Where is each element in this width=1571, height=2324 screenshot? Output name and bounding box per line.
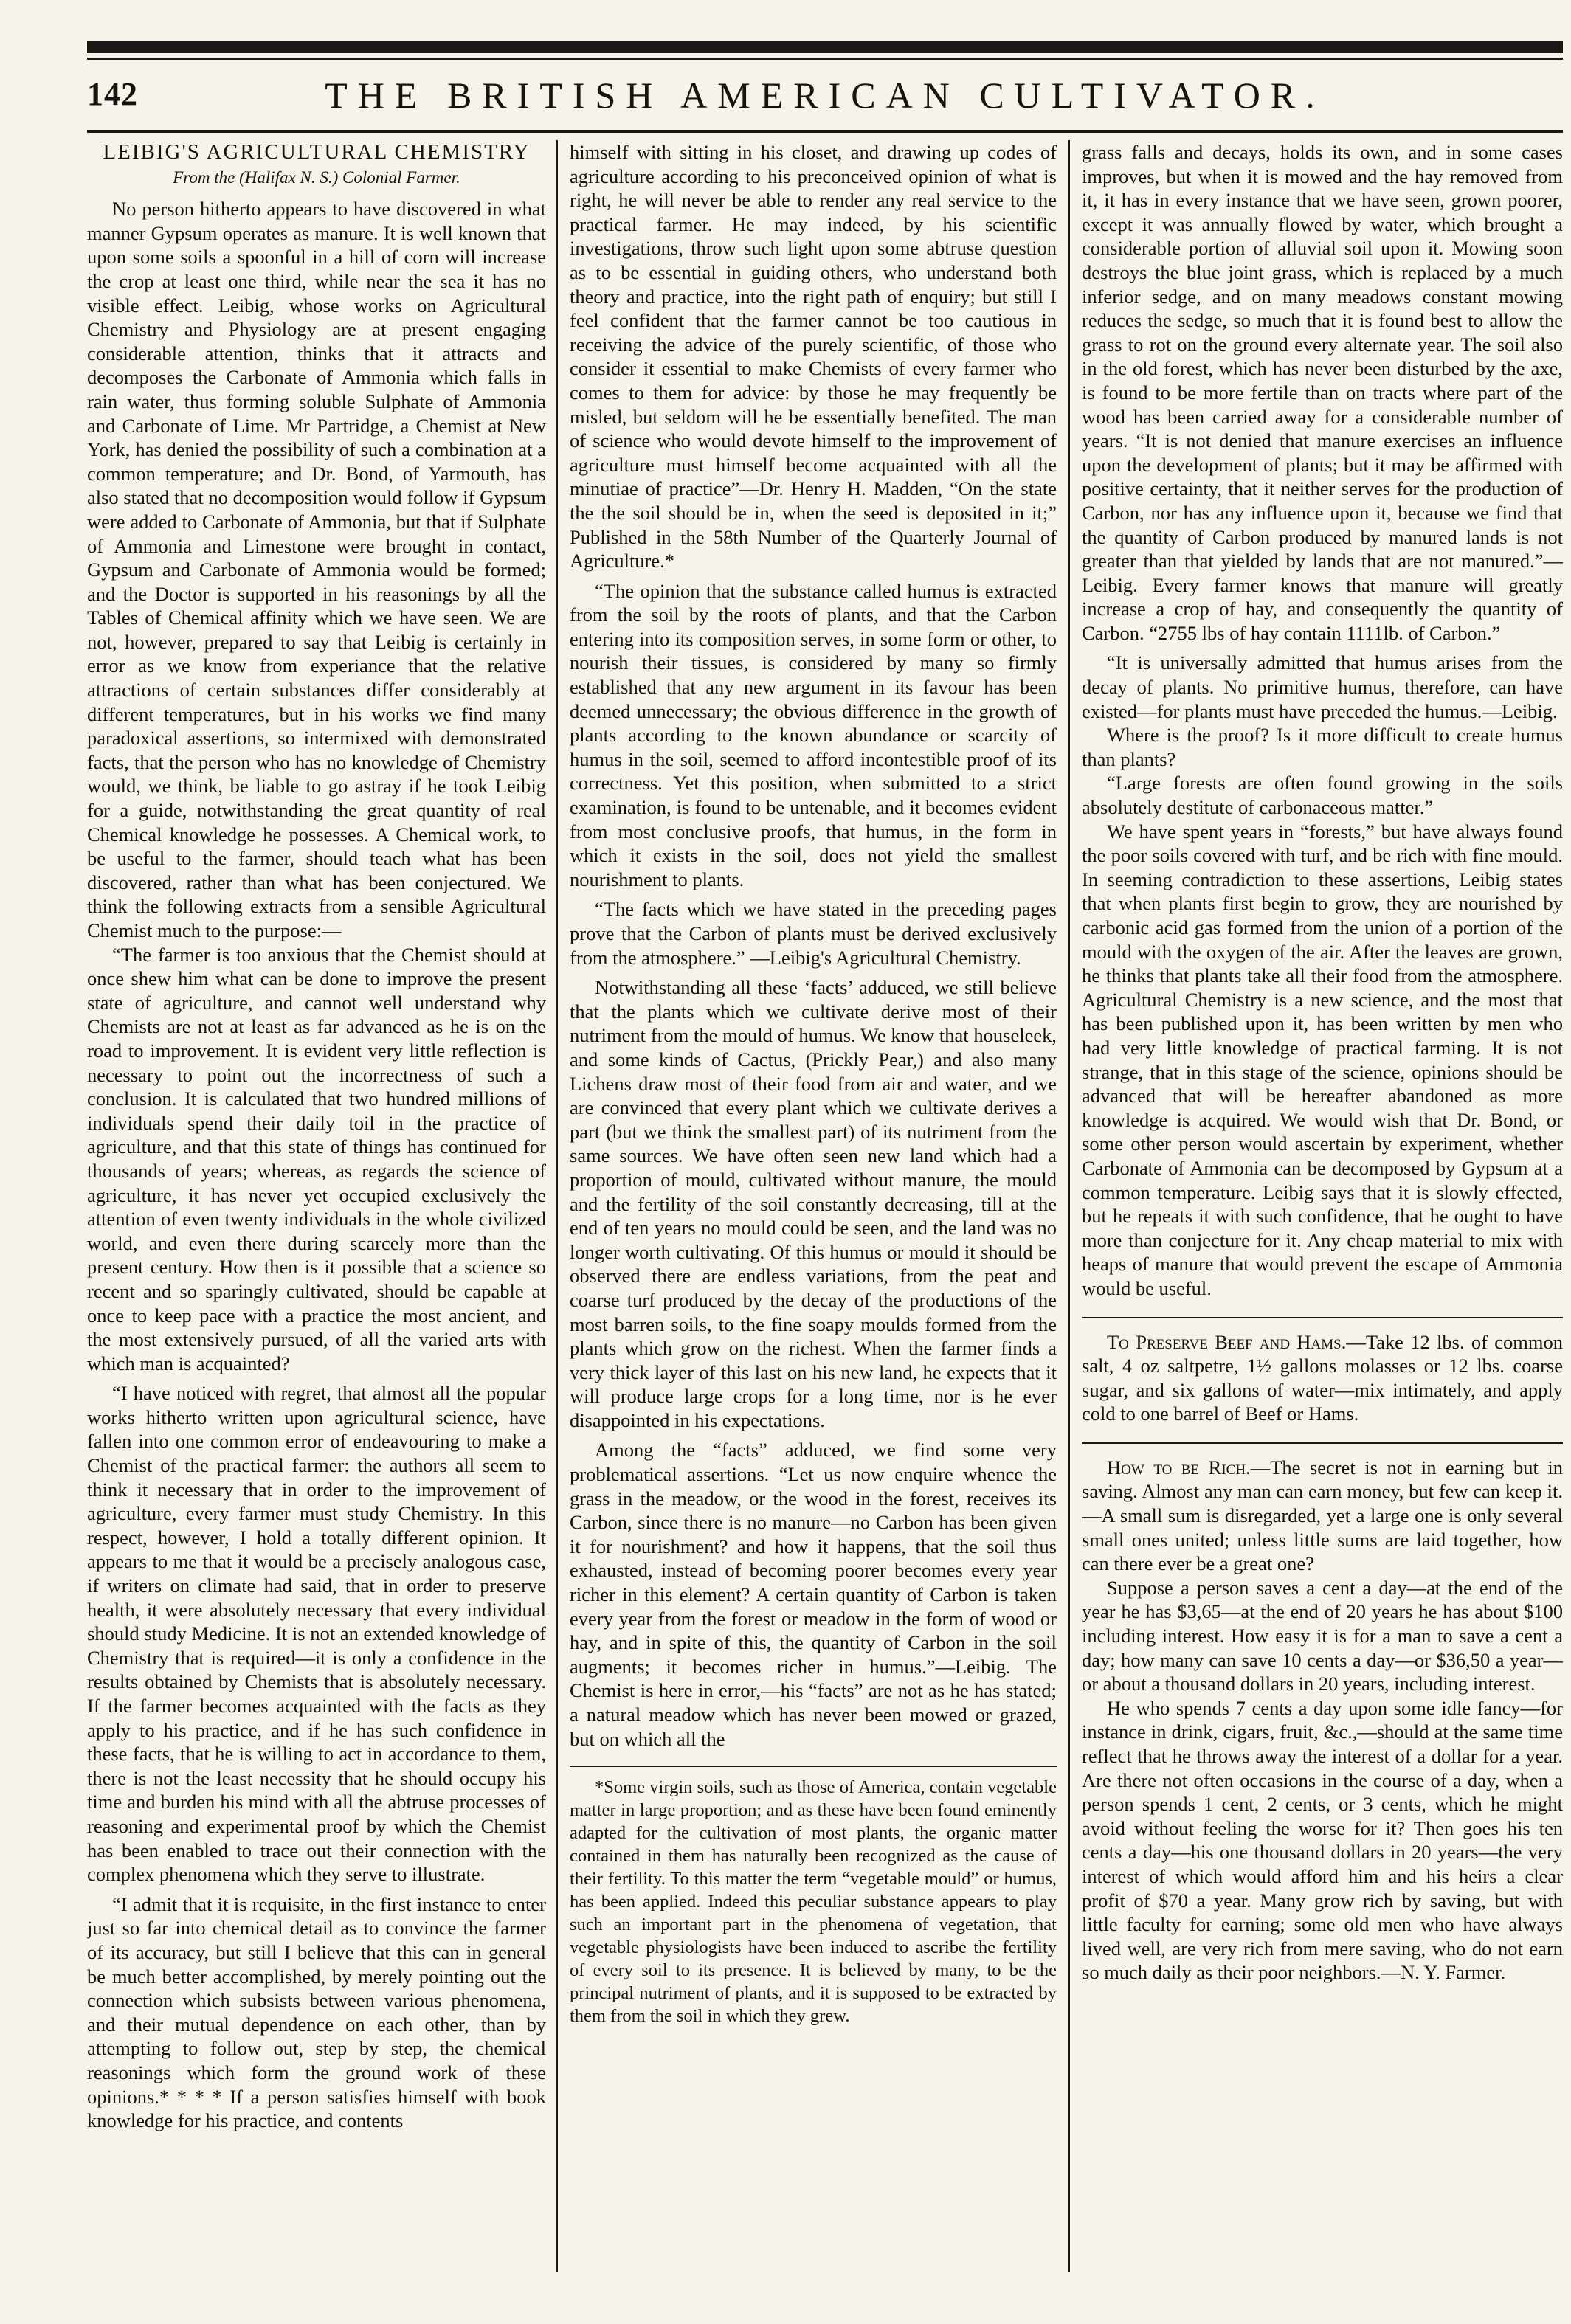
column-3 (1082, 140, 1563, 2280)
paragraph: Notwithstanding all these ‘facts’ adduced, we still believe that the plants which we cultivate derive most of their nutriment from the mould of humus. We know that houseleek, and some kinds of Cactus, (Prickly Pear,) and also many Lichens draw most of their food from air and water, and we are convinced that every plant which we cultivate derives a part (but we think the smallest part) of its nutriment from the same sources. We have often seen new land which had a proportion of mould, cultivated without manure, the mould and the fertility of the soil constantly decreasing, till at the end of ten years no mould could be seen, and the land was no longer worth cultivating. Of this humus or mould it should be observed there are endless variations, from the peat and coarse turf produced by the decay of the productions of the most barren soils, to the fine soapy moulds formed from the plants which grow on the richest. When the farmer finds a very thick layer of this last on his new land, he expects that it will produce large crops for a long time, nor is he ever disappointed in his expectations. (570, 976, 1057, 1431)
paragraph: “The farmer is too anxious that the Chemist should at once shew him what can be done to improve the present state of agriculture, and cannot well understand why Chemists are not at least as far advanced as he is on the road to improvement. It is evident very little reflection is necessary to point out the incorrectness of such a conclusion. It is calculated that two hundred millions of individuals spend their daily toil in the practice of agriculture, and that this state of things has continued for thousands of years; whereas, as regards the science of agriculture, it has never yet occupied exclusively the attention of even twenty individuals in the whole civilized world, and even there during scarcely more than the present century. How then is it possible that a science so recent and so sparingly cultivated, should be capable at once to keep pace with a practice the most ancient, and the most extensively pursued, of all the varied arts with which man is acquainted? (87, 943, 546, 1374)
beef-recipe (1082, 1330, 1563, 1426)
column-divider-2 (1068, 140, 1070, 2272)
paragraph: We have spent years in “forests,” but have always found the poor soils covered with turf, and be rich with fine mould. In seeming contradiction to these assertions, Leibig states that when plants first begin to grow, they are nourished by carbonic acid gas formed from the union of a portion of the mould with the oxygen of the air. After the leaves are grown, he thinks that plants take all their food from the atmosphere. Agricultural Chemistry is a new science, and the most that has been published upon it, has been written by men who had very little knowledge of practical farming. It is not strange, that in this stage of the science, opinions should be advanced that will be hereafter abandoned as more knowledge is acquired. We would wish that Dr. Bond, or some other person would ascertain by experiment, whether Carbonate of Ammonia can be decomposed by Gypsum at a common temperature. Leibig says that it is slowly effected, but he repeats it with such confidence, that he ought to have more than conjecture for it. Any cheap material to mix with heaps of manure that would prevent the escape of Ammonia would be useful. (1082, 820, 1563, 1299)
paragraph: No person hitherto appears to have discovered in what manner Gypsum operates as manure. It is well known that upon some soils a spoonful in a hill of corn will increase the crop at least one third, while near the sea it has no visible effect. Leibig, whose works on Agricultural Chemistry and Physiology are at present engaging considerable attention, thinks that it attracts and decomposes the Carbonate of Ammonia which falls in rain water, thus forming soluble Sulphate of Ammonia and Carbonate of Lime. Mr Partridge, a Chemist at New York, has denied the possibility of such a combination at a common temperature; and Dr. Bond, of Yarmouth, has also stated that no decomposition would follow if Gypsum were added to Carbonate of Ammonia, but that if Sulphate of Ammonia and Limestone were brought in contact, Gypsum and Carbonate of Ammonia would be formed; and the Doctor is supported in his reasonings by all the Tables of Chemical affinity which we have seen. We are not, however, prepared to say that Leibig is certainly in error as we know from experiance that the relative attractions of certain substances differ considerably at different temperatures, but in his works we find many paradoxical assertions, so intermixed with demonstrated facts, that the person who has no knowledge of Chemistry would, we think, be liable to go astray if he took Leibig for a guide, notwithstanding the great quantity of real Chemical knowledge he possesses. A Chemical work, to be useful to the farmer, should teach what has been discovered, rather than what has been conjectured. We think the following extracts from a sensible Agricultural Chemist much to the purpose:— (87, 198, 546, 941)
column-divider-1 (556, 140, 558, 2272)
footnote (570, 1766, 1057, 2027)
column-1 (87, 140, 546, 2280)
paragraph: “The opinion that the substance called humus is extracted from the soil by the roots of plants, and that the Carbon entering into its composition serves, in some form or other, to nourish their tissues, is considered by many so firmly established that any new argument in its favour has been deemed unnecessary; the obvious difference in the growth of plants according to the known abundance or scarcity of humus in the soil, seemed to afford incontestible proof of its correctness. Yet this position, when submitted to a strict examination, is found to be untenable, and it becomes evident from most conclusive proofs, that humus, in the form in which it exists in the soil, does not yield the smallest nourishment to plants. (570, 579, 1057, 890)
article-title: LEIBIG'S AGRICULTURAL CHEMISTRY (103, 140, 531, 164)
section-separator (1082, 1317, 1563, 1318)
paragraph: He who spends 7 cents a day upon some idle fancy—for instance in drink, cigars, fruit, &c.,—should at the same time reflect that he throws away the interest of a dollar for a year. Are there not often occasions in the course of a day, when a person spends 1 cent, 2 cents, or 3 cents, which he might avoid without feeling the worse for it? Then goes his ten cents a day—his one thousand dollars in 20 years—the very interest of which would afford him and his heirs a clear profit of $70 a year. Many grow rich by saving, but with little faculty for earning; some old men who have always lived well, are very rich from mere saving, who do not earn so much daily as their poor neighbors.—N. Y. Farmer. (1082, 1696, 1563, 1984)
paragraph: Among the “facts” adduced, we find some very problematical assertions. “Let us now enquire whence the grass in the meadow, or the wood in the forest, receives its Carbon, since there is no manure—no Carbon has been given it for nourishment? and how it happens, that the soil thus exhausted, instead of becoming poorer becomes every year richer in this element? A certain quantity of Carbon is taken every year from the forest or meadow in the form of wood or hay, and in spite of this, the quantity of Carbon in the soil augments; it becomes richer in humus.”—Leibig. The Chemist is here in error,—his “facts” are not as he has stated; a natural meadow which has never been mowed or grazed, but on which all the (570, 1439, 1057, 1750)
rich-paragraph (1082, 1456, 1563, 1576)
header-rule (87, 130, 1563, 133)
section-separator (1082, 1442, 1563, 1444)
running-title: THE BRITISH AMERICAN CULTIVATOR. (325, 75, 1325, 116)
paragraph: “Large forests are often found growing in the soils absolutely destitute of carbonaceous matter.” (1082, 772, 1563, 819)
paragraph: Where is the proof? Is it more difficult to create humus than plants? (1082, 724, 1563, 770)
paragraph: himself with sitting in his closet, and drawing up codes of agriculture according to his preconceived opinion of what is right, he will never be able to render any real service to the practical farmer. He may indeed, by his scientific investigations, throw such light upon some abtruse question as to be essential in guiding others, who understand both theory and practice, into the right path of enquiry; but still I feel confident that the farmer cannot be too cautious in receiving the advice of the purely scientific, of those who consider it essential to make Chemists of every farmer who comes to them for advice: by those he may frequently be misled, but seldom will he be essentially benefited. The man of science who would devote himself to the improvement of agriculture must himself become acquainted with all the minutiae of practice”—Dr. Henry H. Madden, “On the state the the soil should be in, when the seed is deposited in it;” Published in the 58th Number of the Quarterly Journal of Agriculture.* (570, 141, 1057, 573)
article-source: From the (Halifax N. S.) Colonial Farmer. (173, 167, 460, 187)
masthead-thick-rule (87, 41, 1563, 53)
rich-title: How to be Rich. (1107, 1456, 1251, 1479)
column-2 (570, 140, 1057, 2280)
page-header (87, 71, 1563, 127)
paragraph: “It is universally admitted that humus arises from the decay of plants. No primitive humus, therefore, can have existed—for plants must have preceded the humus.—Leibig. (1082, 651, 1563, 722)
paragraph: “The facts which we have stated in the preceding pages prove that the Carbon of plants must be derived exclusively from the atmosphere.” —Leibig's Agricultural Chemistry. (570, 898, 1057, 969)
paragraph: grass falls and decays, holds its own, and in some cases improves, but when it is mowed and the hay removed from it, it has in every instance that we have seen, grown poorer, except it was annually flowed by water, which brought a considerable portion of alluvial soil upon it. Mowing soon destroys the blue joint grass, which is replaced by a much inferior sedge, and on many meadows constant mowing reduces the sedge, so much that it is found best to allow the grass to rot on the ground every alternate year. The soil also in the old forest, which has never been disturbed by the axe, is found to be more fertile than on tracts where part of the wood has been carried away for a considerable number of years. “It is not denied that manure exercises an influence upon the development of plants; but it may be affirmed with positive certainty, that it neither serves for the production of Carbon, nor has any influence upon it, because we find that the quantity of Carbon produced by manured lands is not greater than that yielded by lands that are not manured.”—Leibig. Every farmer knows that manure will greatly increase a crop of hay, and consequently the quantity of Carbon. “2755 lbs of hay contain 1111lb. of Carbon.” (1082, 141, 1563, 644)
beef-recipe-title: To Preserve Beef and Hams. (1107, 1330, 1347, 1353)
masthead-thin-rule (87, 58, 1563, 60)
footnote-text: *Some virgin soils, such as those of America, contain vegetable matter in large proportion; and as these have been found eminently adapted for the cultivation of most plants, the organic matter contained in them has naturally been recognized as the cause of their fertility. To this matter the term “vegetable mould” or humus, has been applied. Indeed this peculiar substance appears to play such an important part in the phenomena of vegetation, that vegetable physiologists have been induced to ascribe the fertility of every soil to its presence. It is believed by many, to be the principal nutriment of plants, and it is supposed to be extracted by them from the soil in which they grew. (570, 1777, 1057, 2027)
paragraph: “I have noticed with regret, that almost all the popular works hitherto written upon agricultural science, have fallen into one common error of endeavouring to make a Chemist of the practical farmer: the authors all seem to think it necessary that in order to the improvement of agriculture, every farmer must study Chemistry. In this respect, however, I hold a totally different opinion. It appears to me that it would be a precisely analogous case, if writers on climate had said, that in order to preserve health, it were absolutely necessary that every individual should study Medicine. It is not an extended knowledge of Chemistry that is required—it is only a confidence in the results obtained by Chemists that is absolutely necessary. If the farmer becomes acquainted with the facts as they apply to his practice, and if he has such confidence in these facts, that he is willing to act in accordance to them, there is not the least necessity that he should occupy his time and burden his mind with all the abtruse processes of reasoning and experimental proof by which the Chemist has been enabled to trace out their connection with the complex phenomena which they serve to illustrate. (87, 1382, 546, 1886)
page-number: 142 (87, 76, 138, 112)
paragraph: Suppose a person saves a cent a day—at the end of the year he has $3,65—at the end of 20 years he has about $100 including interest. How easy it is for a man to save a cent a day; how many can save 10 cents a day—or $36,50 a year—or about a thousand dollars in 20 years, including interest. (1082, 1576, 1563, 1695)
rich-text: —The secret is not in earning but in saving. Almost any man can earn money, but few can keep it.—A small sum is disregarded, yet a large one is only several small ones united; unless little sums are laid together, how can there ever be a great one? (1082, 1456, 1563, 1575)
paragraph: “I admit that it is requisite, in the first instance to enter just so far into chemical detail as to convince the farmer of its accuracy, but still I believe that this can in general be much better accomplished, by merely pointing out the connection which subsists between various phenomena, and their mutual dependence on each other, than by attempting to follow out, step by step, the chemical reasonings which form the ground work of these opinions.* * * * If a person satisfies himself with book knowledge for his practice, and contents (87, 1892, 546, 2132)
beef-recipe-text: —Take 12 lbs. of common salt, 4 oz saltpetre, 1½ gallons molasses or 12 lbs. coarse sugar, and six gallons of water—mix intimately, and apply cold to one barrel of Beef or Hams. (1082, 1330, 1563, 1425)
